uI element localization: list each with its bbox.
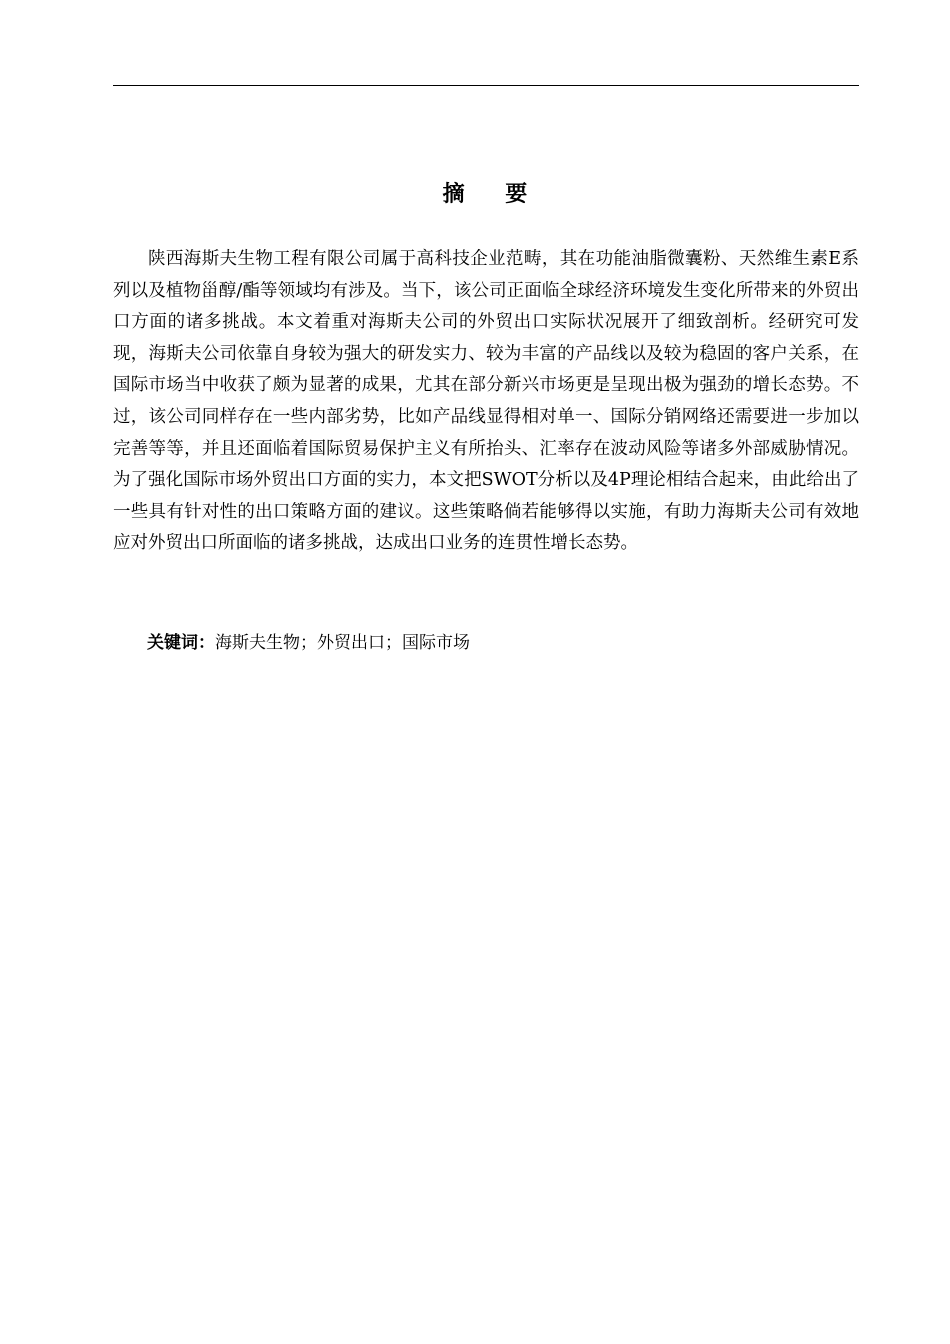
abstract-body: 陕西海斯夫生物工程有限公司属于高科技企业范畴，其在功能油脂微囊粉、天然维生素E系列以及植物甾醇/酯等领域均有涉及。当下，该公司正面临全球经济环境发生变化所带来的外贸出口方面的诸多挑战。本文着重对海斯夫公司的外贸出口实际状况展开了细致剖析。经研究可发现，海斯夫公司依靠自身较为强大的研发实力、较为丰富的产品线以及较为稳固的客户关系，在国际市场当中收获了颇为显著的成果，尤其在部分新兴市场更是呈现出极为强劲的增长态势。不过，该公司同样存在一些内部劣势，比如产品线显得相对单一、国际分销网络还需要进一步加以完善等等，并且还面临着国际贸易保护主义有所抬头、汇率存在波动风险等诸多外部威胁情况。为了强化国际市场外贸出口方面的实力，本文把SWOT分析以及4P理论相结合起来，由此给出了一些具有针对性的出口策略方面的建议。这些策略倘若能够得以实施，有助力海斯夫公司有效地应对外贸出口所面临的诸多挑战，达成出口业务的连贯性增长态势。 — [113, 249, 859, 554]
abstract-title: 摘 要 — [442, 182, 530, 207]
header-rule — [113, 85, 859, 86]
keywords-label: 关键词： — [147, 633, 215, 653]
keywords-text: 海斯夫生物；外贸出口；国际市场 — [215, 633, 470, 653]
keywords-line — [113, 629, 859, 657]
